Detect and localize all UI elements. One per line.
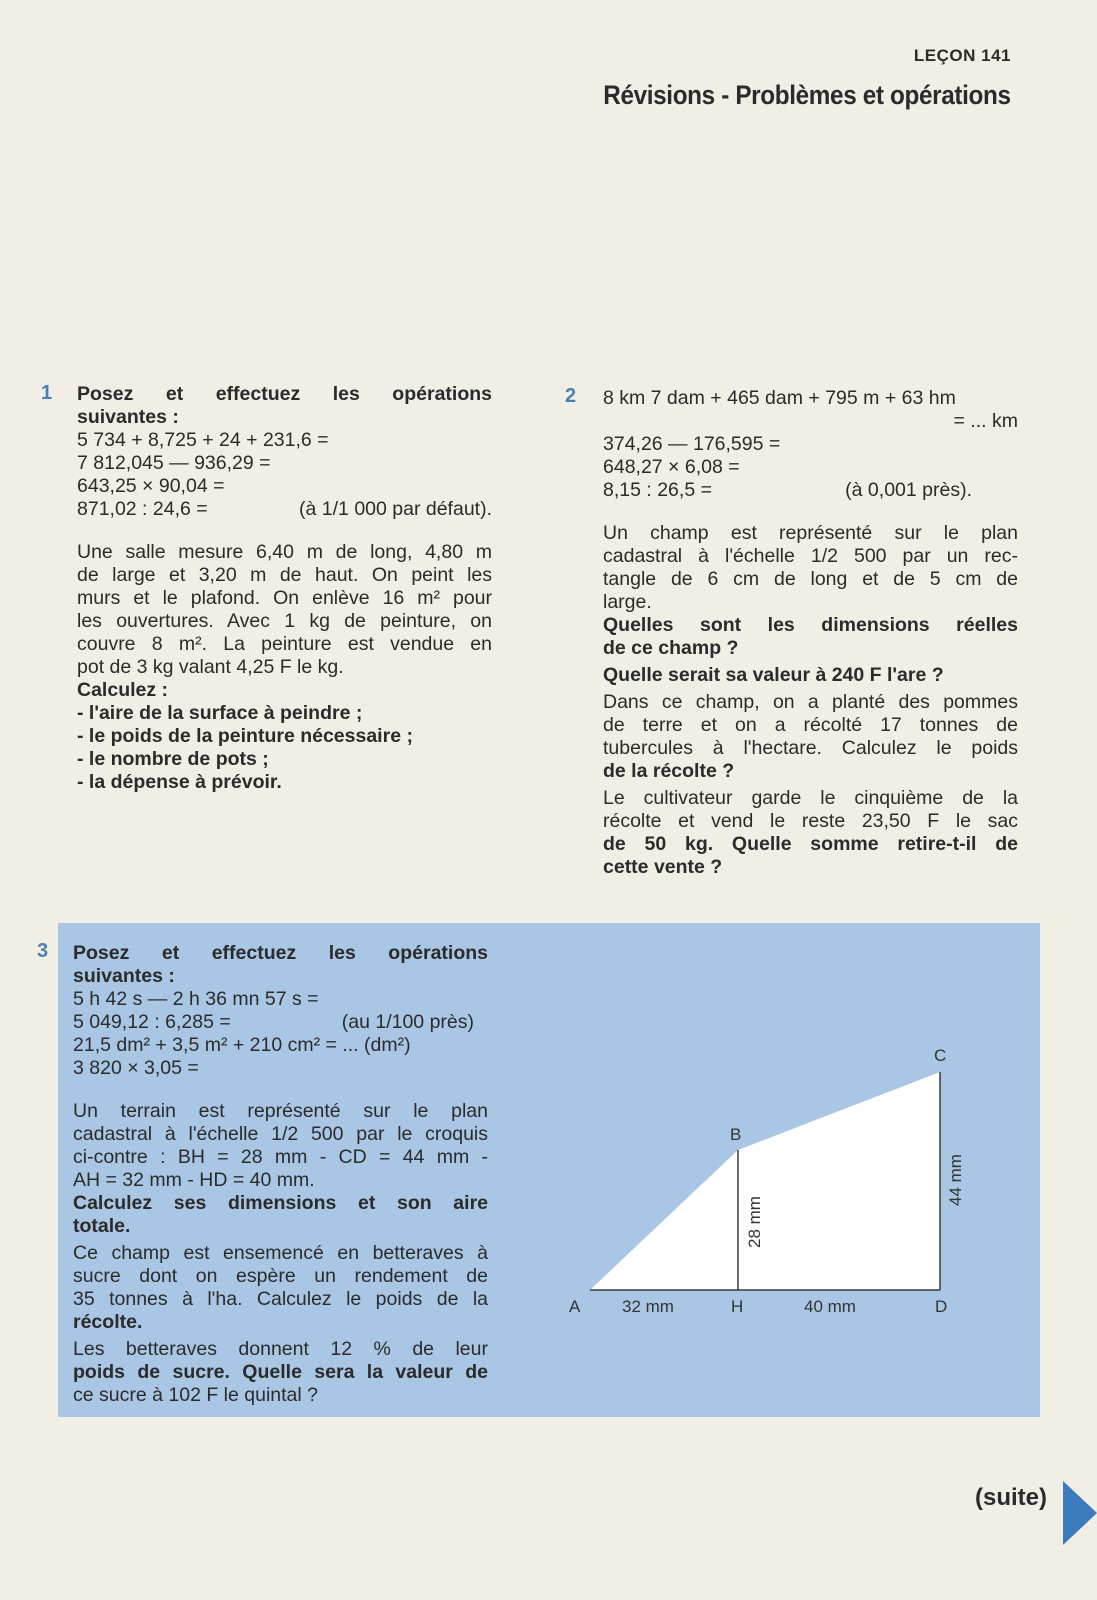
field-shape [590, 1072, 940, 1290]
ex3-operation-4: 3 820 × 3,05 = [73, 1057, 199, 1079]
ex1-problem-line: de large et 3,20 m de haut. On peint les [77, 564, 492, 586]
ex3-question-line: totale. [73, 1215, 131, 1237]
ex1-operation-1: 5 734 + 8,725 + 24 + 231,6 = [77, 429, 329, 451]
page-title: Révisions - Problèmes et opérations [603, 80, 1011, 110]
ex1-operation-4 [77, 498, 492, 521]
ex2-text-line: large. [603, 591, 652, 613]
ex1-problem-line: les ouvertures. Avec 1 kg de peinture, on [77, 610, 492, 632]
ex3-text-line: cadastral à l'échelle 1/2 500 par le croquis [73, 1123, 488, 1145]
ex2-operation-1: 8 km 7 dam + 465 dam + 795 m + 63 hm [603, 387, 956, 409]
ex2-text-line: de la récolte ? [603, 760, 735, 782]
ex1-problem-line: pot de 3 kg valant 4,25 F le kg. [77, 656, 344, 678]
ex1-op4-note: (à 1/1 000 par défaut). [299, 498, 492, 520]
label-hd: 40 mm [804, 1297, 856, 1316]
ex2-op4-note: (à 0,001 près). [845, 479, 972, 501]
ex3-text-line: Un terrain est représenté sur le plan [73, 1100, 488, 1122]
suite-label: (suite) [975, 1484, 1047, 1511]
ex1-problem-line: murs et le plafond. On enlève 16 m² pour [77, 587, 492, 609]
ex1-calc-item: - le nombre de pots ; [77, 748, 269, 770]
ex2-text-line: tangle de 6 cm de long et de 5 cm de [603, 568, 1018, 590]
ex2-text-line: cadastral à l'échelle 1/2 500 par un rec- [603, 545, 1018, 567]
ex1-operation-3: 643,25 × 90,04 = [77, 475, 225, 497]
label-ah: 32 mm [622, 1297, 674, 1316]
exercise-3-number: 3 [37, 940, 49, 962]
ex3-operation-3: 21,5 dm² + 3,5 m² + 210 cm² = ... (dm²) [73, 1034, 411, 1056]
ex2-operation-4 [603, 479, 1018, 502]
label-d: D [935, 1297, 948, 1316]
ex1-instruction: Posez et effectuez les opérations [77, 383, 492, 405]
ex3-operation-1: 5 h 42 s — 2 h 36 mn 57 s = [73, 988, 319, 1010]
ex2-question-line: Quelles sont les dimensions réelles [603, 614, 1018, 636]
label-c: C [934, 1046, 947, 1065]
ex2-text-line: récolte et vend le reste 23,50 F le sac [603, 810, 1018, 832]
exercise-2-number: 2 [565, 385, 577, 407]
ex2-text-line: cette vente ? [603, 856, 723, 878]
label-a: A [569, 1297, 581, 1316]
ex3-instruction-2: suivantes : [73, 965, 175, 987]
ex2-operation-3: 648,27 × 6,08 = [603, 456, 740, 478]
ex3-text-line: Les betteraves donnent 12 % de leur [73, 1338, 488, 1360]
exercise-1-number: 1 [41, 382, 53, 404]
ex3-instruction: Posez et effectuez les opérations [73, 942, 488, 964]
label-bh: 28 mm [745, 1196, 764, 1248]
ex1-calc-item: - le poids de la peinture nécessaire ; [77, 725, 413, 747]
ex2-operation-1-result: = ... km [953, 410, 1018, 432]
ex2-text-line: Un champ est représenté sur le plan [603, 522, 1018, 544]
ex3-op2-text: 5 049,12 : 6,285 = [73, 1011, 231, 1033]
ex1-problem-line: Une salle mesure 6,40 m de long, 4,80 m [77, 541, 492, 563]
next-arrow-icon[interactable] [1063, 1481, 1097, 1545]
ex2-question-line: de ce champ ? [603, 637, 739, 659]
ex2-text-line: Dans ce champ, on a planté des pommes [603, 691, 1018, 713]
ex3-text-line: récolte. [73, 1311, 143, 1333]
ex2-operation-2: 374,26 — 176,595 = [603, 433, 781, 455]
ex1-problem-line: couvre 8 m². La peinture est vendue en [77, 633, 492, 655]
exercise-2 [603, 387, 1018, 879]
ex1-instruction-2: suivantes : [77, 406, 179, 428]
ex3-text-line: Ce champ est ensemencé en betteraves à [73, 1242, 488, 1264]
ex1-operation-2: 7 812,045 — 936,29 = [77, 452, 271, 474]
exercise-3 [73, 942, 488, 1407]
ex1-calc-item: - l'aire de la surface à peindre ; [77, 702, 363, 724]
ex2-op4-text: 8,15 : 26,5 = [603, 479, 712, 501]
lesson-number: LEÇON 141 [913, 46, 1011, 65]
ex3-text-line: ce sucre à 102 F le quintal ? [73, 1384, 318, 1406]
ex3-question-line: Calculez ses dimensions et son aire [73, 1192, 488, 1214]
ex3-operation-2 [73, 1011, 488, 1034]
ex2-text-line: de terre et on a récolté 17 tonnes de [603, 714, 1018, 736]
exercise-1 [77, 383, 492, 794]
ex3-text-line: ci-contre : BH = 28 mm - CD = 44 mm - [73, 1146, 488, 1168]
ex3-text-line: AH = 32 mm - HD = 40 mm. [73, 1169, 315, 1191]
field-diagram [560, 1030, 980, 1320]
ex2-question-2: Quelle serait sa valeur à 240 F l'are ? [603, 664, 944, 686]
ex3-text-line: 35 tonnes à l'ha. Calculez le poids de la [73, 1288, 488, 1310]
ex3-text-line: sucre dont on espère un rendement de [73, 1265, 488, 1287]
ex2-text-line: tubercules à l'hectare. Calculez le poids [603, 737, 1018, 759]
label-cd: 44 mm [946, 1154, 965, 1206]
ex2-text-line: de 50 kg. Quelle somme retire-t-il de [603, 833, 1018, 855]
ex2-text-line: Le cultivateur garde le cinquième de la [603, 787, 1018, 809]
ex1-calc-title: Calculez : [77, 679, 169, 701]
ex1-calc-item: - la dépense à prévoir. [77, 771, 282, 793]
ex1-op4-text: 871,02 : 24,6 = [77, 498, 208, 520]
ex3-op2-note: (au 1/100 près) [341, 1011, 474, 1033]
label-b: B [730, 1125, 742, 1144]
label-h: H [731, 1297, 744, 1316]
ex3-text-line: poids de sucre. Quelle sera la valeur de [73, 1361, 488, 1383]
